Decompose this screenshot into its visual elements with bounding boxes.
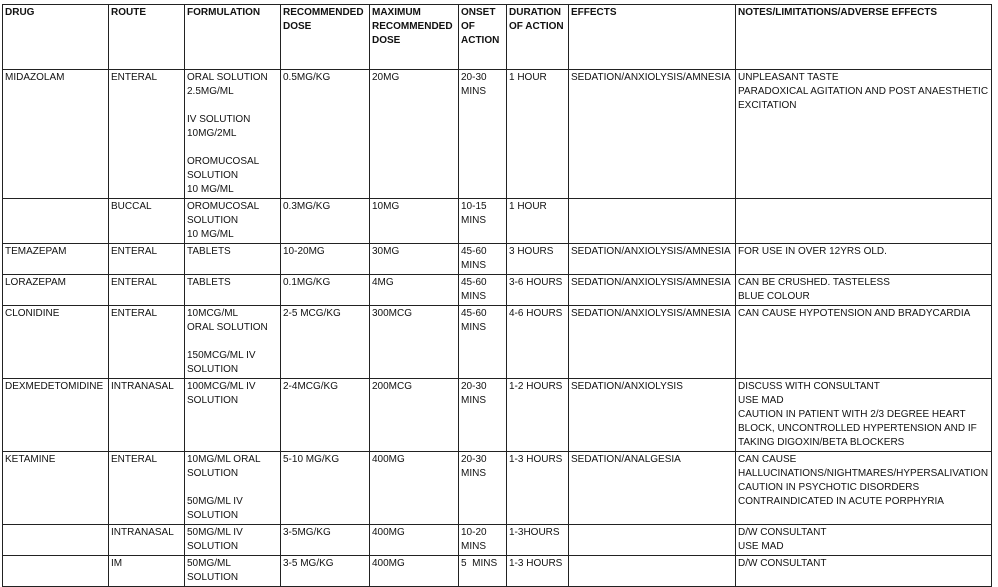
cell-maximum-dose: 400MG: [370, 556, 459, 587]
cell-route: IM: [109, 556, 185, 587]
cell-duration: 3 HOURS: [507, 244, 569, 275]
table-row-temazepam: [3, 244, 992, 275]
cell-route: ENTERAL: [109, 306, 185, 379]
cell-formulation: TABLETS: [185, 275, 281, 306]
cell-drug: LORAZEPAM: [3, 275, 109, 306]
cell-drug: [3, 525, 109, 556]
table-row-ketamine: [3, 452, 992, 525]
cell-duration: 1-2 HOURS: [507, 379, 569, 452]
cell-notes: UNPLEASANT TASTE PARADOXICAL AGITATION AND POST ANAESTHETIC EXCITATION: [736, 70, 992, 199]
cell-recommended-dose: 2-5 MCG/KG: [281, 306, 370, 379]
drug-dosing-table: [2, 4, 992, 587]
cell-drug: DEXMEDETOMIDINE: [3, 379, 109, 452]
cell-notes: D/W CONSULTANT USE MAD: [736, 525, 992, 556]
cell-recommended-dose: 3-5 MG/KG: [281, 556, 370, 587]
cell-maximum-dose: 200MCG: [370, 379, 459, 452]
cell-duration: 1 HOUR: [507, 70, 569, 199]
cell-effects: SEDATION/ANXIOLYSIS: [569, 379, 736, 452]
cell-maximum-dose: 10MG: [370, 199, 459, 244]
table-row-dexmedetomidine: [3, 379, 992, 452]
cell-route: BUCCAL: [109, 199, 185, 244]
cell-duration: 1 HOUR: [507, 199, 569, 244]
cell-recommended-dose: 0.1MG/KG: [281, 275, 370, 306]
cell-effects: [569, 556, 736, 587]
cell-onset: 45-60 MINS: [459, 275, 507, 306]
header-notes: NOTES/LIMITATIONS/ADVERSE EFFECTS: [736, 5, 992, 70]
cell-maximum-dose: 4MG: [370, 275, 459, 306]
cell-duration: 3-6 HOURS: [507, 275, 569, 306]
cell-maximum-dose: 400MG: [370, 525, 459, 556]
cell-duration: 4-6 HOURS: [507, 306, 569, 379]
cell-effects: SEDATION/ANXIOLYSIS/AMNESIA: [569, 244, 736, 275]
cell-onset: 10-15 MINS: [459, 199, 507, 244]
cell-route: ENTERAL: [109, 452, 185, 525]
cell-maximum-dose: 20MG: [370, 70, 459, 199]
cell-route: ENTERAL: [109, 70, 185, 199]
header-drug: DRUG: [3, 5, 109, 70]
cell-onset: 20-30 MINS: [459, 70, 507, 199]
cell-recommended-dose: 10-20MG: [281, 244, 370, 275]
cell-duration: 1-3 HOURS: [507, 452, 569, 525]
cell-recommended-dose: 0.5MG/KG: [281, 70, 370, 199]
cell-duration: 1-3 HOURS: [507, 556, 569, 587]
header-recommended-dose: RECOMMENDED DOSE: [281, 5, 370, 70]
cell-formulation: 10MCG/ML ORAL SOLUTION 150MCG/ML IV SOLUTION: [185, 306, 281, 379]
cell-route: INTRANASAL: [109, 379, 185, 452]
cell-duration: 1-3HOURS: [507, 525, 569, 556]
cell-maximum-dose: 30MG: [370, 244, 459, 275]
header-row: [3, 5, 992, 70]
cell-onset: 20-30 MINS: [459, 452, 507, 525]
cell-recommended-dose: 2-4MCG/KG: [281, 379, 370, 452]
header-effects: EFFECTS: [569, 5, 736, 70]
cell-formulation: OROMUCOSAL SOLUTION 10 MG/ML: [185, 199, 281, 244]
cell-notes: [736, 199, 992, 244]
cell-onset: 5 MINS: [459, 556, 507, 587]
cell-notes: DISCUSS WITH CONSULTANT USE MAD CAUTION IN PATIENT WITH 2/3 DEGREE HEART BLOCK, UNCONTROLLED HYPERTENSION AND IF TAKING DIGOXIN/BETA BLOCKERS: [736, 379, 992, 452]
cell-maximum-dose: 400MG: [370, 452, 459, 525]
cell-formulation: 10MG/ML ORAL SOLUTION 50MG/ML IV SOLUTION: [185, 452, 281, 525]
cell-route: INTRANASAL: [109, 525, 185, 556]
cell-route: ENTERAL: [109, 244, 185, 275]
table-row-ketamine-intranasal: [3, 525, 992, 556]
cell-notes: CAN CAUSE HALLUCINATIONS/NIGHTMARES/HYPERSALIVATION CAUTION IN PSYCHOTIC DISORDERS CONTRAINDICATED IN ACUTE PORPHYRIA: [736, 452, 992, 525]
cell-drug: [3, 199, 109, 244]
cell-effects: [569, 525, 736, 556]
table-row-ketamine-im: [3, 556, 992, 587]
cell-effects: SEDATION/ANALGESIA: [569, 452, 736, 525]
cell-effects: SEDATION/ANXIOLYSIS/AMNESIA: [569, 70, 736, 199]
table-row-midazolam-buccal: [3, 199, 992, 244]
cell-onset: 45-60 MINS: [459, 306, 507, 379]
cell-effects: [569, 199, 736, 244]
cell-notes: D/W CONSULTANT: [736, 556, 992, 587]
cell-recommended-dose: 0.3MG/KG: [281, 199, 370, 244]
cell-recommended-dose: 3-5MG/KG: [281, 525, 370, 556]
cell-formulation: 50MG/ML IV SOLUTION: [185, 525, 281, 556]
cell-drug: KETAMINE: [3, 452, 109, 525]
cell-notes: CAN CAUSE HYPOTENSION AND BRADYCARDIA: [736, 306, 992, 379]
cell-formulation: TABLETS: [185, 244, 281, 275]
header-maximum-dose: MAXIMUM RECOMMENDED DOSE: [370, 5, 459, 70]
cell-formulation: 50MG/ML SOLUTION: [185, 556, 281, 587]
header-duration: DURATION OF ACTION: [507, 5, 569, 70]
cell-formulation: 100MCG/ML IV SOLUTION: [185, 379, 281, 452]
cell-effects: SEDATION/ANXIOLYSIS/AMNESIA: [569, 275, 736, 306]
table-row-lorazepam: [3, 275, 992, 306]
cell-onset: 45-60 MINS: [459, 244, 507, 275]
cell-onset: 20-30 MINS: [459, 379, 507, 452]
cell-formulation: ORAL SOLUTION 2.5MG/ML IV SOLUTION 10MG/2ML OROMUCOSAL SOLUTION 10 MG/ML: [185, 70, 281, 199]
header-formulation: FORMULATION: [185, 5, 281, 70]
header-onset: ONSET OF ACTION: [459, 5, 507, 70]
table-row-midazolam: [3, 70, 992, 199]
cell-recommended-dose: 5-10 MG/KG: [281, 452, 370, 525]
cell-effects: SEDATION/ANXIOLYSIS/AMNESIA: [569, 306, 736, 379]
cell-drug: CLONIDINE: [3, 306, 109, 379]
cell-notes: CAN BE CRUSHED. TASTELESS BLUE COLOUR: [736, 275, 992, 306]
cell-route: ENTERAL: [109, 275, 185, 306]
cell-maximum-dose: 300MCG: [370, 306, 459, 379]
cell-drug: [3, 556, 109, 587]
cell-notes: FOR USE IN OVER 12YRS OLD.: [736, 244, 992, 275]
table-row-clonidine: [3, 306, 992, 379]
cell-onset: 10-20 MINS: [459, 525, 507, 556]
cell-drug: TEMAZEPAM: [3, 244, 109, 275]
cell-drug: MIDAZOLAM: [3, 70, 109, 199]
header-route: ROUTE: [109, 5, 185, 70]
